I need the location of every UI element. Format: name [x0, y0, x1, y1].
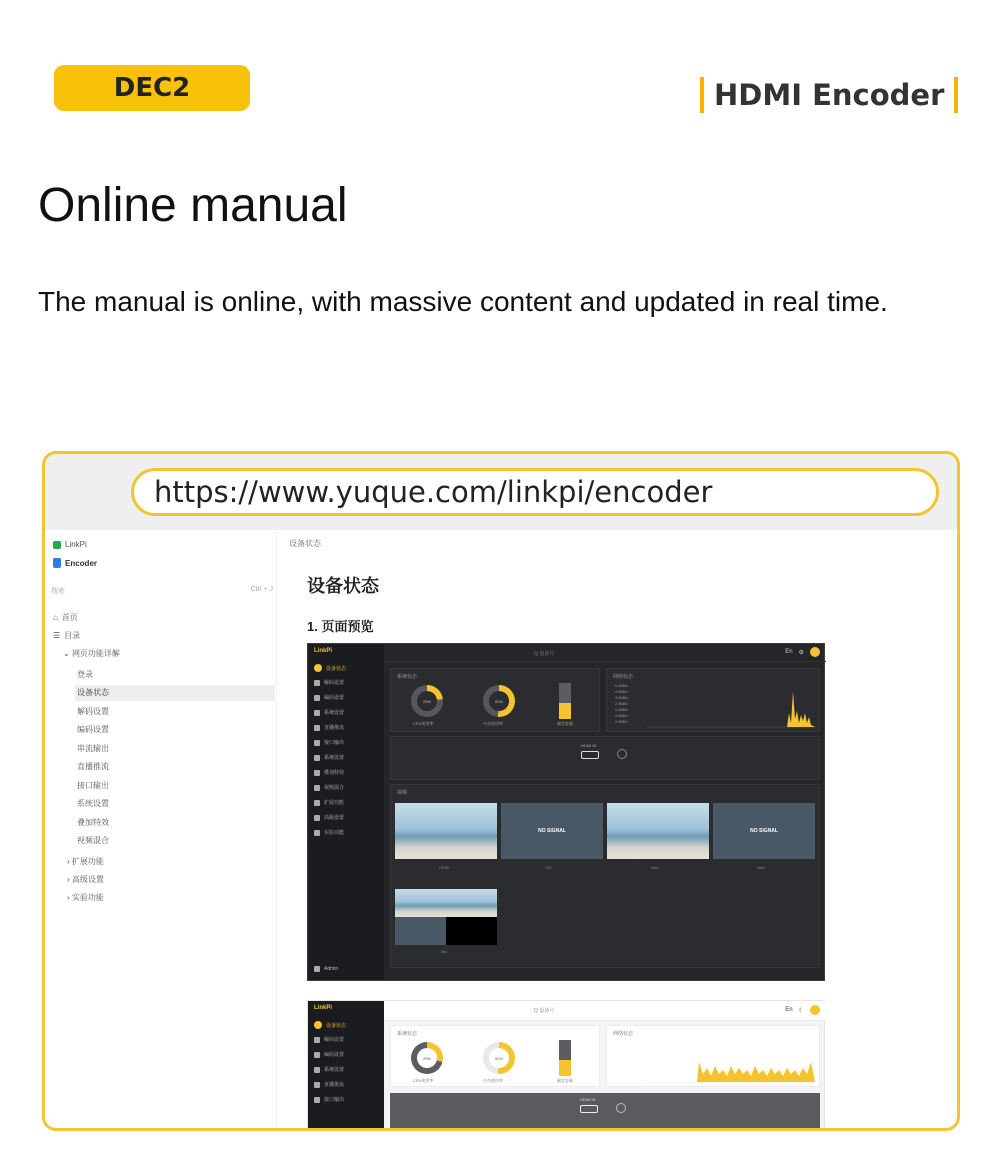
nav-label: 编码设置	[324, 1052, 345, 1058]
app2-system-label: 系统状态	[397, 1031, 418, 1037]
app-nav-item[interactable]	[314, 784, 344, 791]
doc-search-shortcut: Ctrl + J	[250, 586, 273, 593]
brand-bar-right	[954, 77, 958, 113]
sdi-port-icon	[617, 749, 627, 759]
page-subtitle: The manual is online, with massive content and updated in real time.	[38, 286, 888, 317]
mem-gauge	[483, 685, 515, 717]
app2-avatar[interactable]	[810, 1005, 820, 1015]
group-label: 网页功能详解	[71, 649, 120, 658]
app-nav-item[interactable]	[314, 1081, 344, 1088]
nav-label: 直播推流	[324, 1082, 345, 1088]
model-badge: DEC2	[54, 65, 250, 111]
app-nav-item[interactable]	[314, 1036, 344, 1043]
moon-icon[interactable]: ☾	[798, 1007, 804, 1014]
network-status-label: 网络状态	[613, 674, 634, 680]
nav-label: 系统设置	[324, 755, 345, 761]
disk-bar-fill	[559, 703, 571, 719]
app-nav-item[interactable]	[314, 1051, 344, 1058]
brand-text: HDMI Encoder	[714, 78, 945, 112]
nav-label: 设备状态	[326, 665, 347, 672]
app2-system-card	[390, 1025, 600, 1087]
network-chart	[647, 683, 815, 729]
sidebar-item-home[interactable]	[53, 612, 78, 623]
app-nav-item[interactable]	[314, 1021, 346, 1029]
system-status-card	[390, 668, 600, 732]
app2-mem-gauge-value: 51%	[489, 1048, 509, 1068]
doc-section-heading: 1. 页面预览	[307, 619, 374, 634]
nav-icon	[314, 1052, 320, 1058]
app-nav-item[interactable]	[314, 679, 344, 686]
video-tile[interactable]	[395, 803, 497, 859]
app2-lang-toggle[interactable]: En	[785, 1007, 793, 1013]
app2-search[interactable]: Q 设备号	[534, 1008, 555, 1014]
app-nav-item[interactable]	[314, 1066, 344, 1073]
doc-nav-item[interactable]: 解码设置	[77, 706, 109, 716]
app2-network-card	[606, 1025, 820, 1087]
chevron-down-icon: ⌄	[63, 649, 72, 658]
app2-port-label: HDMI IN	[580, 1097, 596, 1102]
mem-gauge-label: 内存使用率	[483, 721, 503, 726]
sidebar-item-toc[interactable]	[53, 630, 80, 641]
video-tile[interactable]	[607, 803, 709, 859]
app-nav-item[interactable]	[314, 1096, 344, 1103]
nav-icon	[314, 1082, 320, 1088]
video-label: 视频	[397, 790, 408, 796]
app2-disk-bar	[559, 1040, 571, 1076]
nav-icon	[314, 755, 320, 761]
doc-nav-item[interactable]: 登录	[77, 669, 93, 679]
app2-disk-bar-fill	[559, 1060, 571, 1076]
nav-icon	[314, 740, 320, 746]
network-status-card	[606, 668, 820, 732]
net-scale-tick: 1.0MB/s	[615, 708, 628, 712]
book-icon	[53, 558, 61, 568]
cpu-label: CPU使用率	[413, 721, 434, 726]
nav-label: 编码设置	[324, 695, 345, 701]
nav-label: 系统设置	[324, 710, 345, 716]
video-tile[interactable]: NO SIGNAL	[501, 803, 603, 859]
app2-top-right	[785, 1005, 820, 1015]
list-icon: ☰	[53, 631, 61, 640]
nav-icon	[314, 1067, 320, 1073]
net-scale-tick: 0.0MB/s	[615, 720, 628, 724]
app2-network-chart	[647, 1040, 815, 1084]
mix-tile-top[interactable]	[395, 889, 497, 917]
avatar[interactable]	[810, 647, 820, 657]
nav-icon	[314, 830, 320, 836]
toc-label: 目录	[64, 631, 81, 640]
user-row[interactable]	[314, 966, 338, 972]
mix-tile-bl	[395, 917, 446, 945]
app-topbar	[384, 644, 826, 662]
nav-icon	[314, 1097, 320, 1103]
lang-toggle[interactable]: En	[785, 649, 793, 655]
sidebar-group-lab[interactable]: › 实验功能	[67, 893, 104, 902]
net-scale	[615, 683, 628, 725]
group-advanced-label: 高级设置	[71, 875, 104, 884]
doc-nav-item[interactable]: 接口输出	[77, 780, 109, 790]
doc-nav-item[interactable]: 视频混合	[77, 836, 109, 845]
group-extend-label: 扩展功能	[71, 857, 104, 866]
app-sidebar	[308, 644, 384, 980]
nav-label: 解码设置	[324, 1037, 345, 1043]
nav-label: 接口输出	[324, 1097, 345, 1103]
nav-label: 高级设置	[324, 815, 345, 821]
doc-nav-item[interactable]: 系统设置	[77, 799, 109, 808]
disk-bar	[559, 683, 571, 719]
app2-hdmi-port-icon	[580, 1105, 598, 1113]
user-icon	[314, 966, 320, 972]
app-logo: LinkPi	[314, 648, 333, 654]
user-label: Admin	[324, 966, 339, 972]
video-tile[interactable]: NO SIGNAL	[713, 803, 815, 859]
nav-icon	[314, 695, 320, 701]
mix-tile-br	[446, 917, 497, 945]
app-nav-item[interactable]	[314, 709, 344, 716]
app-search[interactable]: Q 设备号	[534, 651, 555, 657]
nav-icon	[314, 680, 320, 686]
port-label: HDMI IN	[581, 743, 597, 748]
net-scale-tick: 2.0MB/s	[615, 702, 628, 706]
net-scale-tick: 4.0MB/s	[615, 690, 628, 694]
mem-gauge-value: 51%	[489, 691, 509, 711]
nav-label: 直播推流	[324, 725, 345, 731]
nav-label: 扩展功能	[324, 800, 345, 806]
manual-screenshot-frame	[42, 451, 960, 1131]
sidebar-group-advanced[interactable]: › 高级设置	[67, 875, 104, 884]
system-status-label: 系统状态	[397, 674, 418, 680]
doc-nav-item[interactable]: 串流输出	[77, 743, 109, 753]
app2-cpu-label: CPU使用率	[413, 1078, 434, 1083]
brand-title	[700, 76, 958, 114]
app-nav-item[interactable]	[314, 769, 344, 776]
nav-icon	[314, 725, 320, 731]
workspace-icon	[53, 541, 61, 549]
doc-nav-item[interactable]: 叠加特效	[77, 817, 109, 827]
app-nav-item[interactable]	[314, 664, 346, 672]
book-row[interactable]	[53, 558, 97, 568]
group-lab-label: 实验功能	[71, 893, 104, 902]
app2-port-card	[390, 1093, 820, 1131]
app-nav-item[interactable]	[314, 754, 344, 761]
browser-url-bar	[45, 454, 957, 530]
app-nav-item[interactable]	[314, 829, 344, 836]
video-card	[390, 784, 820, 968]
app2-topbar	[384, 1001, 826, 1021]
video-tile-caption: SDI	[545, 865, 552, 870]
doc-main	[285, 530, 957, 1130]
doc-nav-item[interactable]: 直播推流	[77, 762, 109, 771]
doc-search-input[interactable]	[51, 586, 273, 600]
doc-nav-item[interactable]: 设备状态	[75, 685, 275, 701]
doc-title: 设备状态	[307, 576, 379, 596]
nav-icon	[314, 710, 320, 716]
app2-mem-gauge	[483, 1042, 515, 1074]
book-label: Encoder	[65, 558, 98, 568]
app2-mem-gauge-label: 内存使用率	[483, 1078, 503, 1083]
net-scale-tick: 0.5MB/s	[615, 714, 628, 718]
url-field[interactable]: https://www.yuque.com/linkpi/encoder	[131, 468, 939, 516]
doc-nav-item[interactable]: 编码设置	[77, 725, 109, 734]
app2-sidebar	[308, 1001, 384, 1129]
video-tile-caption: Net2	[757, 865, 766, 870]
nav-icon	[314, 1037, 320, 1043]
net-scale-tick: 5.0MB/s	[615, 684, 628, 688]
app2-cpu-value: 29%	[417, 1048, 437, 1068]
doc-search-placeholder: 搜索	[51, 588, 65, 595]
app2-cpu-gauge	[411, 1042, 443, 1074]
app-top-right	[785, 647, 820, 657]
nav-icon	[314, 785, 320, 791]
app-nav-item[interactable]	[314, 799, 344, 806]
nav-icon	[314, 1021, 322, 1029]
mix-caption: Mix	[441, 949, 448, 954]
nav-label: 接口输出	[324, 740, 345, 746]
nav-label: 解码设置	[324, 680, 345, 686]
nav-label: 系统设置	[324, 1067, 345, 1073]
disk-label: 磁盘容量	[557, 721, 573, 726]
app-nav-item[interactable]	[314, 694, 344, 701]
nav-label: 实验功能	[324, 830, 345, 836]
cpu-gauge	[411, 685, 443, 717]
breadcrumb: 设备状态	[289, 539, 321, 548]
workspace-label: LinkPi	[65, 540, 87, 549]
cpu-value: 23%	[417, 691, 437, 711]
dark-ui-preview	[307, 643, 825, 981]
video-tile-caption: HDMI	[439, 865, 450, 870]
sidebar-group-web[interactable]	[63, 648, 120, 659]
net-scale-tick: 3.0MB/s	[615, 696, 628, 700]
app-nav-item[interactable]	[314, 739, 344, 746]
light-ui-preview	[307, 1000, 825, 1130]
nav-icon	[314, 664, 322, 672]
nav-label: 视频混合	[324, 785, 345, 791]
app2-network-label: 网络状态	[613, 1031, 634, 1037]
app2-sdi-port-icon	[616, 1103, 626, 1113]
app-nav-item[interactable]	[314, 814, 344, 821]
nav-icon	[314, 770, 320, 776]
gear-icon[interactable]: ⚙	[798, 649, 804, 656]
home-label: 首页	[61, 613, 78, 622]
hdmi-port-icon	[581, 751, 599, 759]
page-title: Online manual	[38, 179, 348, 232]
app2-logo: LinkPi	[314, 1005, 333, 1011]
video-tile-caption: Net1	[651, 865, 660, 870]
app-nav-item[interactable]	[314, 724, 344, 731]
app2-disk-label: 磁盘容量	[557, 1078, 573, 1083]
nav-icon	[314, 815, 320, 821]
nav-icon	[314, 800, 320, 806]
home-icon: ⌂	[53, 613, 58, 622]
nav-label: 叠加特效	[324, 770, 345, 776]
nav-label: 设备状态	[326, 1022, 347, 1029]
doc-sidebar	[45, 530, 277, 1130]
sidebar-group-extend[interactable]: › 扩展功能	[67, 857, 104, 866]
workspace-row[interactable]	[53, 540, 87, 549]
port-card	[390, 736, 820, 780]
